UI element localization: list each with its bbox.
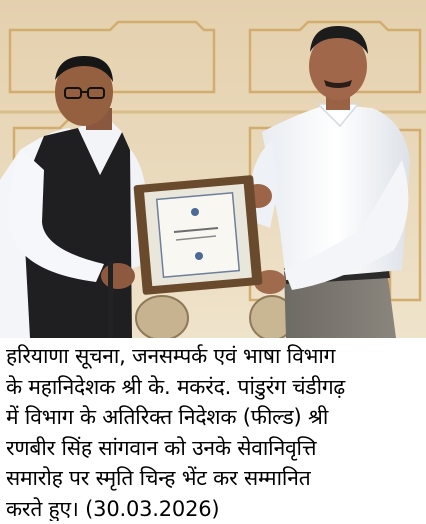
chair-back bbox=[136, 296, 188, 338]
caption-line: में विभाग के अतिरिक्त निदेशक (फील्ड) श्री bbox=[6, 405, 329, 429]
memento-frame bbox=[133, 175, 262, 295]
caption-line: करते हुए। (30.03.2026) bbox=[6, 496, 220, 521]
caption-line: के महानिदेशक श्री के. मकरंद. पांडुरंग चंडीगढ़ bbox=[6, 374, 346, 399]
caption-line: समारोह पर स्मृति चिन्ह भेंट कर सम्मानित bbox=[6, 466, 311, 490]
caption-line: हरियाणा सूचना, जनसम्पर्क एवं भाषा विभाग bbox=[6, 344, 336, 368]
news-caption bbox=[6, 341, 422, 521]
caption-line: रणबीर सिंह सांगवान को उनके सेवानिवृत्ति bbox=[6, 435, 317, 460]
